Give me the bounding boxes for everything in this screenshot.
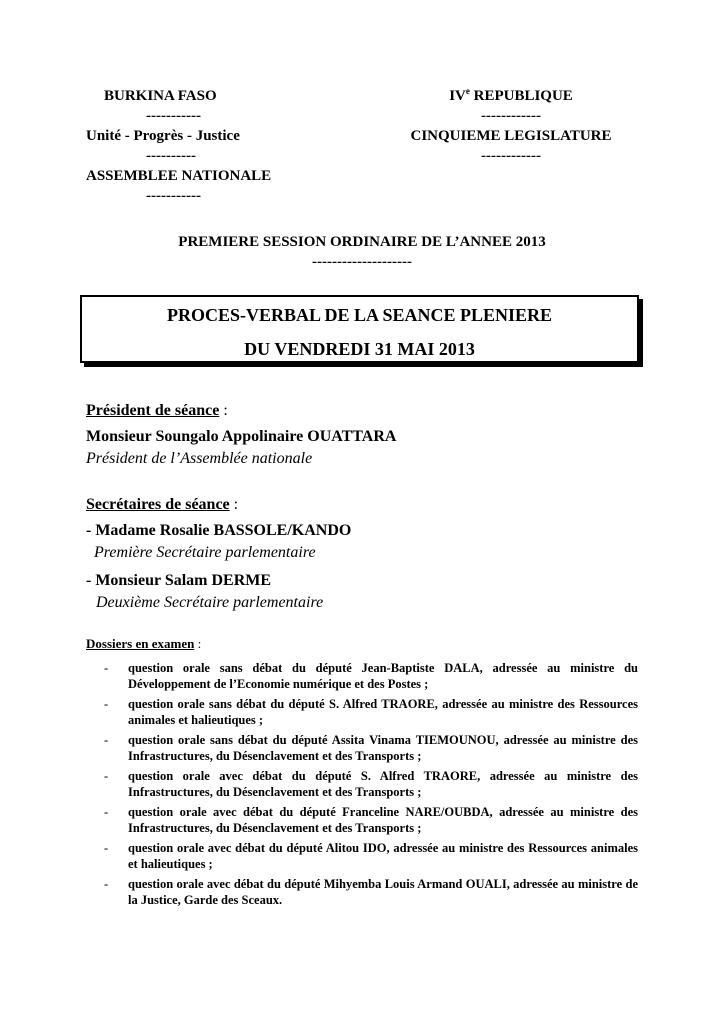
president-label-line	[86, 400, 646, 422]
bullet: -	[104, 733, 109, 747]
secretaries-label: Secrétaires de séance	[86, 496, 230, 513]
national-motto: Unité - Progrès - Justice	[86, 128, 240, 144]
header-left	[86, 86, 326, 206]
secretary-role: Première Secrétaire parlementaire	[94, 544, 316, 561]
dossier-text: question orale avec débat du député Alitou IDO, adressée au ministre des Ressources animales et halieutiques ;	[128, 841, 638, 871]
dossier-text: question orale sans débat du député Assita Vinama TIEMOUNOU, adressée au ministre des Infrastructures, du Désenclavement et des Transports ;	[128, 733, 638, 763]
secretaries-section	[86, 494, 646, 614]
separator: ----------	[146, 148, 196, 164]
list-item	[86, 768, 638, 800]
list-item	[86, 696, 638, 728]
list-item	[86, 876, 638, 908]
document-title-line1: PROCES-VERBAL DE LA SEANCE PLENIERE	[166, 305, 553, 325]
bullet: -	[104, 661, 109, 675]
document-title-line2: DU VENDREDI 31 MAI 2013	[244, 339, 475, 359]
colon: :	[219, 402, 228, 419]
list-item	[86, 840, 638, 872]
country-name: BURKINA FASO	[104, 88, 217, 104]
colon: :	[229, 496, 239, 513]
republic-numeral: IV	[449, 88, 466, 104]
separator: ------------	[481, 148, 541, 164]
dossiers-label-line	[86, 636, 201, 652]
president-name: Monsieur Soungalo Appolinaire OUATTARA	[86, 428, 397, 445]
president-section	[86, 400, 646, 470]
dossier-text: question orale sans débat du député S. Alfred TRAORE, adressée au ministre des Ressources animales et halieutiques ;	[128, 697, 638, 727]
assembly-name: ASSEMBLEE NATIONALE	[86, 168, 272, 184]
secretary-role: Deuxième Secrétaire parlementaire	[96, 594, 324, 611]
dossier-text: question orale avec débat du député Mihyemba Louis Armand OUALI, adressée au ministre de la Justice, Garde des Sceaux.	[128, 877, 638, 907]
separator: -----------	[146, 188, 201, 204]
dossier-text: question orale sans débat du député Jean-Baptiste DALA, adressée au ministre du Développement de l’Economie numérique et des Postes ;	[128, 661, 638, 691]
dossier-text: question orale avec débat du député S. Alfred TRAORE, adressée au ministre des Infrastructures, du Désenclavement et des Transports ;	[128, 769, 638, 799]
list-item	[86, 732, 638, 764]
session-title: PREMIERE SESSION ORDINAIRE DE L’ANNEE 2013	[178, 234, 546, 250]
secretary-name: - Madame Rosalie BASSOLE/KANDO	[86, 522, 352, 539]
secretary-name: - Monsieur Salam DERME	[86, 572, 272, 589]
header-right	[386, 86, 636, 166]
secretaries-label-line	[86, 494, 646, 516]
session-heading	[0, 232, 724, 272]
president-role: Président de l’Assemblée nationale	[86, 450, 313, 467]
president-label: Président de séance	[86, 402, 220, 419]
dossiers-label: Dossiers en examen	[86, 636, 195, 651]
republic-word: REPUBLIQUE	[469, 88, 573, 104]
bullet: -	[104, 877, 109, 891]
bullet: -	[104, 769, 109, 783]
legislature-name: CINQUIEME LEGISLATURE	[410, 128, 612, 144]
dossier-text: question orale avec débat du député Franceline NARE/OUBDA, adressée au ministre des Infrastructures, du Désenclavement et des Transports ;	[128, 805, 638, 835]
document-title-box	[80, 295, 639, 363]
separator: -----------	[146, 108, 201, 124]
bullet: -	[104, 841, 109, 855]
colon: :	[194, 636, 202, 651]
bullet: -	[104, 805, 109, 819]
separator: ------------	[481, 108, 541, 124]
separator: --------------------	[312, 254, 412, 270]
list-item	[86, 660, 638, 692]
dossiers-list	[86, 660, 638, 912]
list-item	[86, 804, 638, 836]
republic-title	[386, 86, 636, 106]
bullet: -	[104, 697, 109, 711]
republic-superscript: e	[465, 86, 470, 96]
